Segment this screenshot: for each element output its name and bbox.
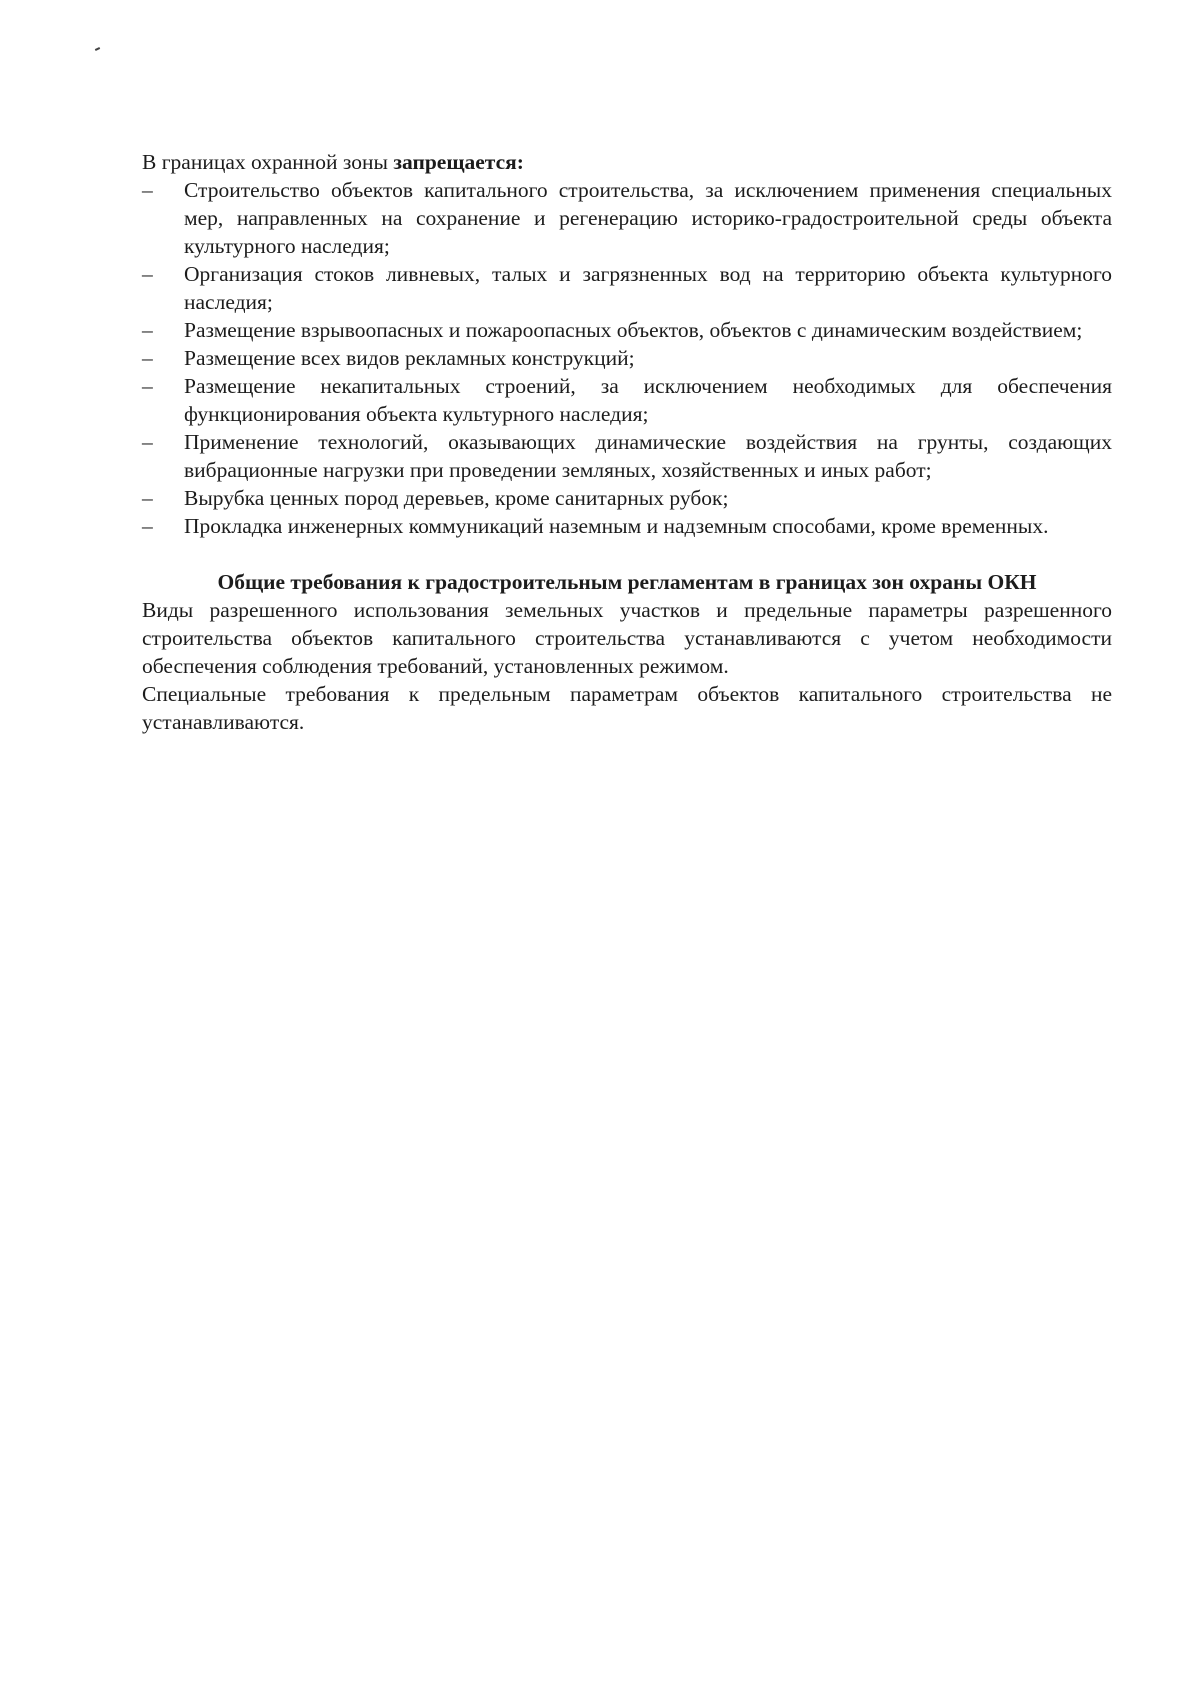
list-item bbox=[142, 484, 1112, 512]
list-item-text: Размещение некапитальных строений, за исключением необходимых для обеспечения функционирования объекта культурного наследия; bbox=[184, 374, 1112, 426]
prohibition-list bbox=[142, 176, 1112, 540]
dash-marker: – bbox=[142, 318, 153, 342]
list-item bbox=[142, 260, 1112, 316]
intro-emphasis: запрещается: bbox=[393, 150, 524, 174]
document-page bbox=[142, 148, 1112, 736]
section-paragraph: Специальные требования к предельным параметрам объектов капитального строительства не устанавливаются. bbox=[142, 682, 1112, 734]
scan-speck bbox=[95, 47, 100, 51]
list-item-text: Применение технологий, оказывающих динамические воздействия на грунты, создающих вибрационные нагрузки при проведении земляных, хозяйственных и иных работ; bbox=[184, 430, 1112, 482]
list-item-text: Размещение всех видов рекламных конструкций; bbox=[184, 346, 635, 370]
section-paragraph: Виды разрешенного использования земельных участков и предельные параметры разрешенного строительства объектов капитального строительства устанавливаются с учетом необходимости обеспечения соблюдения требований, установленных режимом. bbox=[142, 598, 1112, 678]
list-item bbox=[142, 512, 1112, 540]
dash-marker: – bbox=[142, 262, 153, 286]
dash-marker: – bbox=[142, 486, 153, 510]
list-item-text: Вырубка ценных пород деревьев, кроме санитарных рубок; bbox=[184, 486, 729, 510]
list-item bbox=[142, 316, 1112, 344]
dash-marker: – bbox=[142, 178, 153, 202]
list-item bbox=[142, 372, 1112, 428]
list-item bbox=[142, 176, 1112, 260]
section-title: Общие требования к градостроительным регламентам в границах зон охраны ОКН bbox=[217, 570, 1037, 594]
dash-marker: – bbox=[142, 374, 153, 398]
list-item-text: Размещение взрывоопасных и пожароопасных объектов, объектов с динамическим воздействием; bbox=[184, 318, 1083, 342]
list-item-text: Строительство объектов капитального строительства, за исключением применения специальных мер, направленных на сохранение и регенерацию историко-градостроительной среды объекта культурного наследия; bbox=[184, 178, 1112, 258]
list-item bbox=[142, 344, 1112, 372]
dash-marker: – bbox=[142, 430, 153, 454]
dash-marker: – bbox=[142, 514, 153, 538]
dash-marker: – bbox=[142, 346, 153, 370]
intro-line bbox=[142, 148, 1112, 176]
list-item-text: Организация стоков ливневых, талых и загрязненных вод на территорию объекта культурного наследия; bbox=[184, 262, 1112, 314]
list-item bbox=[142, 428, 1112, 484]
intro-text: В границах охранной зоны bbox=[142, 150, 394, 174]
general-requirements-section bbox=[142, 568, 1112, 736]
list-item-text: Прокладка инженерных коммуникаций наземным и надземным способами, кроме временных. bbox=[184, 514, 1049, 538]
